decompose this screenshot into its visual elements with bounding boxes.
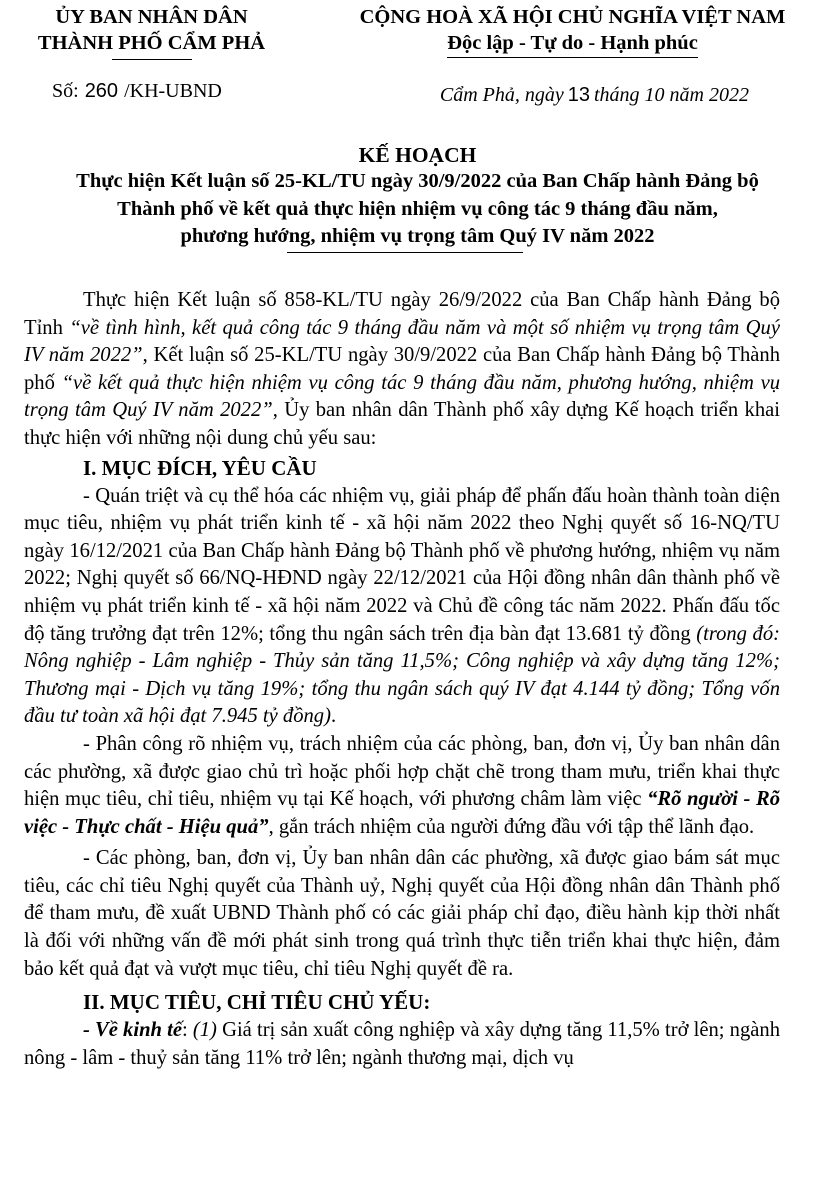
document-title: KẾ HOẠCH — [358, 143, 477, 167]
agency-line2: THÀNH PHỐ CẨM PHẢ — [37, 32, 266, 54]
doc-number-value: 260 — [84, 80, 119, 102]
title-divider — [287, 252, 523, 253]
section1-paragraph-1 — [24, 483, 780, 731]
agency-line1: ỦY BAN NHÂN DÂN — [55, 6, 248, 28]
agency-underline — [112, 59, 192, 60]
intro-quote-2: “về kết quả thực hiện nhiệm vụ công tác 9 tháng đầu năm, phương hướng, nhiệm vụ trọng tâm Quý IV năm 2022” — [24, 371, 781, 422]
intro-paragraph — [24, 287, 780, 453]
national-header — [320, 4, 825, 58]
section1-paragraph-3: - Các phòng, ban, đơn vị, Ủy ban nhân dân các phường, xã được giao bám sát mục tiêu, các chỉ tiêu Nghị quyết của Thành uỷ, Nghị quyết của Hội đồng nhân dân Thành phố để tham mưu, đề xuất UBND Thành phố có các giải pháp chỉ đạo, điều hành kịp thời nhất là đối với những vấn đề mới phát sinh trong quá trình thực tiễn triển khai thực hiện, đảm bảo kết quả đạt và vượt mục tiêu, chỉ tiêu Nghị quyết đề ra. — [24, 847, 780, 980]
agency-header — [14, 4, 289, 56]
s1p2-motto: “Rõ người - Rõ việc - Thực chất - Hiệu quả” — [24, 788, 781, 838]
s1p2-end: , gắn trách nhiệm của người đứng đầu với tập thể lãnh đạo. — [268, 815, 755, 838]
s1p1-text: - Quán triệt và cụ thể hóa các nhiệm vụ, giải pháp để phấn đấu hoàn thành toàn diện mục tiêu, nhiệm vụ phát triển kinh tế - xã hội năm 2022 theo Nghị quyết số 16-NQ/TU ngày 16/12/2021 của Ban Chấp hành Đảng bộ Thành phố về phương hướng, nhiệm vụ năm 2022; Nghị quyết số 66/NQ-HĐND ngày 22/12/2021 của Hội đồng nhân dân thành phố về nhiệm vụ phát triển kinh tế - xã hội năm 2022 và Chủ đề công tác năm 2022. Phấn đấu tốc độ tăng trưởng đạt trên 12%; tổng thu ngân sách trên địa bàn đạt 13.681 tỷ đồng — [24, 484, 780, 645]
doc-date-rest: tháng 10 năm 2022 — [594, 84, 749, 106]
doc-date-day: 13 — [567, 84, 590, 106]
subtitle-line1: Thực hiện Kết luận số 25-KL/TU ngày 30/9/2022 của Ban Chấp hành Đảng bộ — [76, 170, 759, 192]
document-body — [24, 287, 780, 1072]
subtitle-line2: Thành phố về kết quả thực hiện nhiệm vụ công tác 9 tháng đầu năm, — [117, 197, 718, 220]
s2p1-colon: : — [182, 1019, 193, 1042]
section1-paragraph-2 — [24, 731, 780, 841]
document-number — [52, 80, 222, 103]
section2-heading: II. MỤC TIÊU, CHỈ TIÊU CHỦ YẾU: — [83, 990, 431, 1015]
intro-text-1: Thực hiện Kết luận số 858-KL/TU ngày 26/9/2022 của Ban Chấp hành Đảng bộ Tỉnh — [24, 289, 780, 339]
section2-paragraph-1 — [24, 1017, 780, 1072]
nation-line1: CỘNG HOÀ XÃ HỘI CHỦ NGHĨA VIỆT NAM — [359, 6, 786, 28]
s1p1-italic: (trong đó: Nông nghiệp - Lâm nghiệp - Thủy sản tăng 11,5%; Công nghiệp và xây dựng tăng 12%; Thương mại - Dịch vụ tăng 19%; tổng thu ngân sách quý IV đạt 4.144 tỷ đồng; Tổng vốn đầu tư toàn xã hội đạt 7.945 tỷ đồng) — [24, 622, 781, 728]
subtitle-line3: phương hướng, nhiệm vụ trọng tâm Quý IV năm 2022 — [180, 225, 655, 247]
document-date — [440, 84, 749, 107]
section1-heading: I. MỤC ĐÍCH, YÊU CẦU — [83, 455, 317, 480]
s2p1-text: Giá trị sản xuất công nghiệp và xây dựng tăng 11,5% trở lên; ngành nông - lâm - thuỷ sản tăng 11% trở lên; ngành thương mại, dịch vụ — [24, 1019, 781, 1069]
intro-text-3: , Ủy ban nhân dân Thành phố xây dựng Kế hoạch triển khai thực hiện với những nội dung chủ yếu sau: — [24, 399, 780, 449]
s2p1-num: (1) — [192, 1019, 217, 1042]
doc-number-suffix: /KH-UBND — [124, 80, 222, 102]
intro-quote-1: “về tình hình, kết quả công tác 9 tháng đầu năm và một số nhiệm vụ trọng tâm Quý IV năm 2022” — [24, 316, 780, 367]
s2p1-label: - Về kinh tế — [83, 1019, 183, 1042]
s1p2-text: - Phân công rõ nhiệm vụ, trách nhiệm của các phòng, ban, đơn vị, Ủy ban nhân dân các phường, xã được giao chủ trì hoặc phối hợp chặt chẽ trong tham mưu, triển khai thực hiện mục tiêu, chỉ tiêu, nhiệm vụ tại Kế hoạch, với phương châm làm việc — [24, 732, 780, 811]
s1p1-end: . — [330, 705, 337, 728]
doc-date-prefix: Cẩm Phả, ngày — [439, 84, 564, 106]
doc-number-prefix: Số: — [52, 80, 79, 102]
national-motto: Độc lập - Tự do - Hạnh phúc — [447, 30, 698, 58]
document-subtitle — [20, 168, 815, 251]
intro-text-2: , Kết luận số 25-KL/TU ngày 30/9/2022 của Ban Chấp hành Đảng bộ Thành phố — [24, 344, 780, 394]
